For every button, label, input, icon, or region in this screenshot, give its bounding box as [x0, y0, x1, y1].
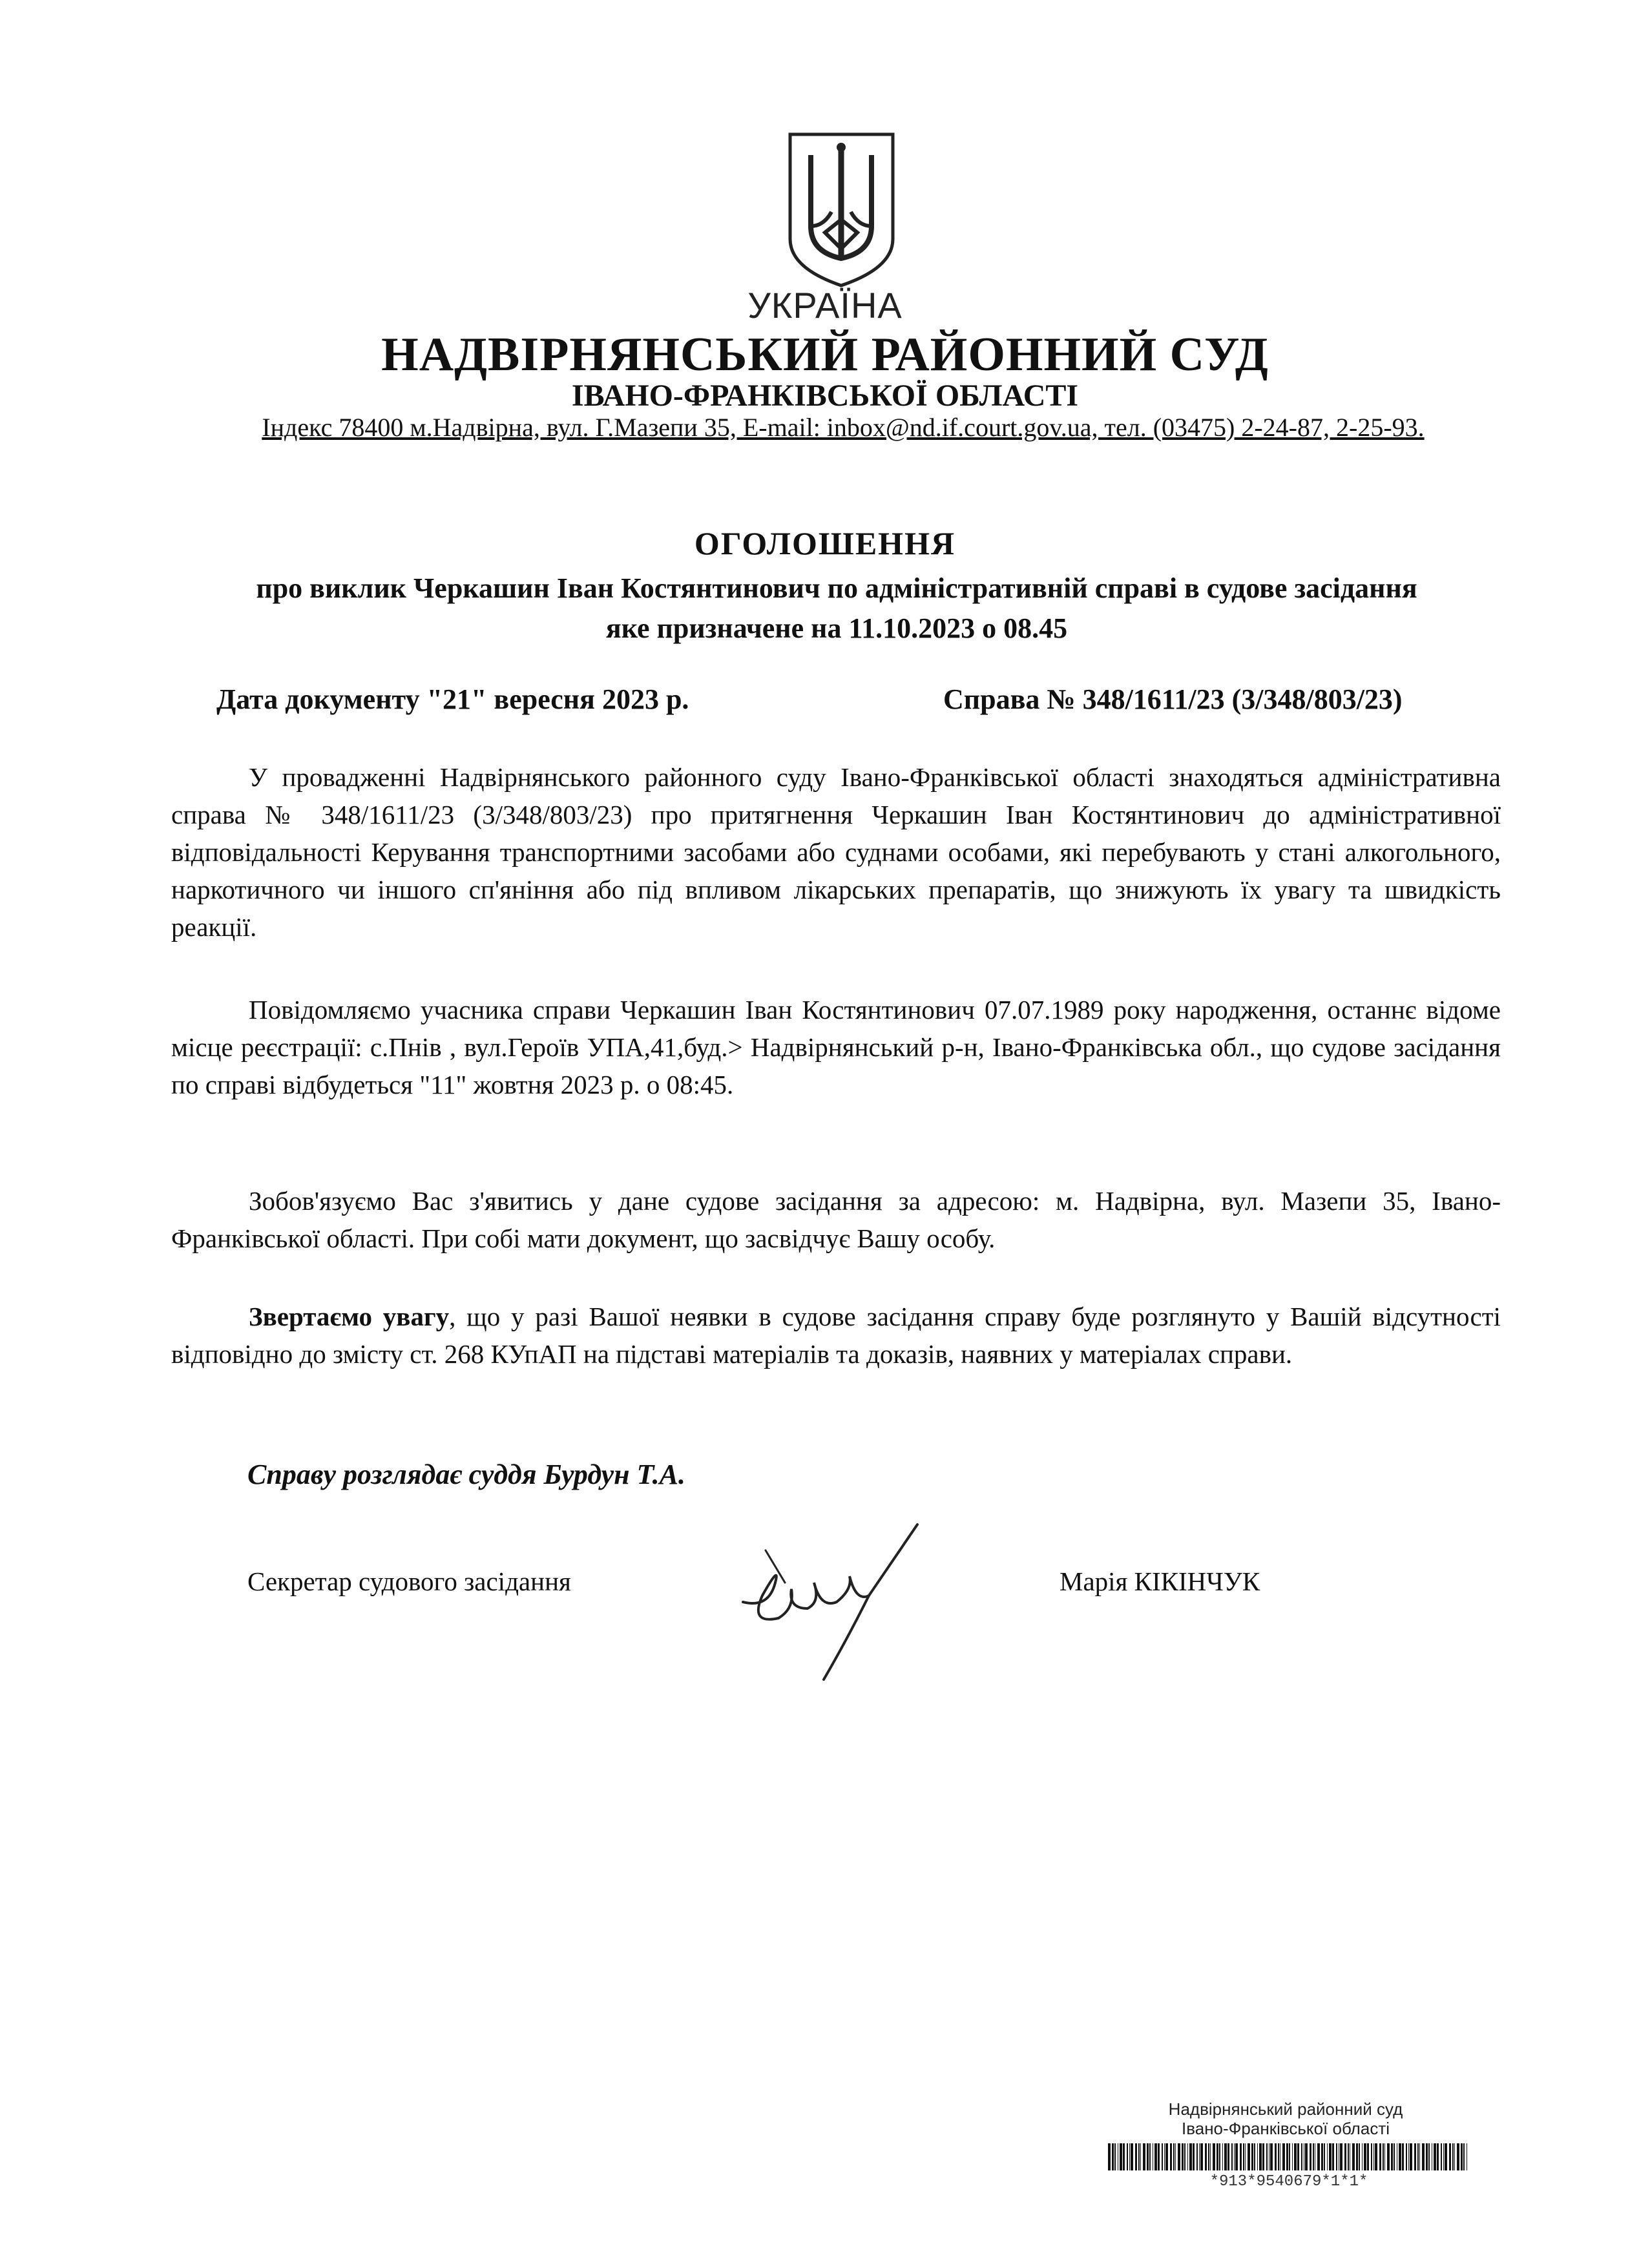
paragraph-warning — [171, 1298, 1501, 1373]
warning-text: , що у разі Вашої неявки в судове засідання справу буде розглянуто у Вашій відсутності відповідно до змісту ст. 268 КУпАП на підставі матеріалів та доказів, наявних у матеріалах справи. — [171, 1302, 1501, 1369]
country-name: УКРАЇНА — [747, 285, 903, 326]
barcode-bar — [1294, 2143, 1297, 2170]
barcode-bar — [1383, 2143, 1384, 2170]
barcode-bar — [1187, 2143, 1188, 2170]
barcode-bar — [1332, 2143, 1334, 2170]
barcode-bar — [1278, 2143, 1279, 2170]
barcode-bar — [1457, 2143, 1459, 2170]
barcode-bar — [1414, 2143, 1416, 2170]
document-date: Дата документу "21" вересня 2023 р. — [216, 683, 689, 715]
barcode-bar — [1259, 2143, 1262, 2170]
barcode-bar — [1149, 2143, 1151, 2170]
case-number: Справа № 348/1611/23 (3/348/803/23) — [943, 683, 1403, 715]
court-name: НАДВІРНЯНСЬКИЙ РАЙОННИЙ СУД — [381, 328, 1269, 381]
barcode-bar — [1408, 2143, 1409, 2170]
barcode-bar — [1352, 2143, 1355, 2170]
barcode-bar — [1292, 2143, 1293, 2170]
notice-title: ОГОЛОШЕННЯ — [694, 525, 956, 561]
barcode-bar — [1147, 2143, 1149, 2170]
barcode-bar — [1165, 2143, 1168, 2170]
barcode-bar — [1375, 2143, 1377, 2170]
barcode-bar — [1222, 2143, 1223, 2170]
barcode-bar — [1286, 2143, 1288, 2170]
barcode-bar — [1417, 2143, 1419, 2170]
paragraph-notification: Повідомляємо учасника справи Черкашин Іван Костянтинович 07.07.1989 року народження, останнє відоме місце реєстрації: с.Пнів , вул.Героїв УПА,41,буд.> Надвірнянський р-н, Івано-Франківська обл., що судове засідання по справі відбудеться "11" жовтня 2023 р. о 08:45. — [171, 995, 1501, 1099]
barcode-bar — [1289, 2143, 1290, 2170]
barcode-bar — [1245, 2143, 1246, 2170]
barcode-bar — [1340, 2143, 1342, 2170]
barcode-bar — [1210, 2143, 1211, 2170]
barcode-bar — [1461, 2143, 1463, 2170]
barcode-bar — [1199, 2143, 1200, 2170]
barcode-bar — [1270, 2143, 1273, 2170]
notice-subtitle-line-1: про виклик Черкашин Іван Костянтинович по адміністративній справі в судове засідання — [256, 572, 1417, 604]
barcode-bar — [1445, 2143, 1447, 2170]
court-region: ІВАНО-ФРАНКІВСЬКОЇ ОБЛАСТІ — [571, 379, 1079, 413]
warning-emphasis: Звертаємо увагу — [249, 1302, 450, 1331]
barcode-bar — [1240, 2143, 1242, 2170]
barcode-bar — [1329, 2143, 1331, 2170]
barcode-bar — [1120, 2143, 1122, 2170]
barcode-bar — [1275, 2143, 1277, 2170]
barcode-bar — [1184, 2143, 1185, 2170]
barcode-bar — [1131, 2143, 1133, 2170]
barcode-bar — [1348, 2143, 1349, 2170]
barcode-bar — [1123, 2143, 1125, 2170]
barcode-bar — [1231, 2143, 1233, 2170]
barcode-bar — [1441, 2143, 1442, 2170]
judge-line: Справу розглядає суддя Бурдун Т.А. — [247, 1459, 685, 1490]
barcode-bar — [1379, 2143, 1381, 2170]
barcode-bar — [1170, 2143, 1172, 2170]
barcode-bar — [1317, 2143, 1320, 2170]
barcode-bar — [1371, 2143, 1372, 2170]
barcode-bar — [1394, 2143, 1395, 2170]
barcode-bar — [1248, 2143, 1250, 2170]
barcode-bar — [1200, 2143, 1203, 2170]
barcode-bar — [1173, 2143, 1175, 2170]
barcode-bar — [1364, 2143, 1366, 2170]
barcode-bar — [1336, 2143, 1337, 2170]
barcode-bar — [1359, 2143, 1360, 2170]
barcode-bar — [1140, 2143, 1141, 2170]
barcode-bar — [1373, 2143, 1374, 2170]
barcode-bar — [1227, 2143, 1229, 2170]
barcode-bar — [1437, 2143, 1439, 2170]
barcode-bar — [1297, 2143, 1299, 2170]
barcode-bar — [1321, 2143, 1323, 2170]
court-stamp — [1098, 2099, 1473, 2138]
barcode-bar — [1175, 2143, 1176, 2170]
paragraph-obligation: Зобов'язуємо Вас з'явитись у дане судове засідання за адресою: м. Надвірна, вул. Мазепи 35, Івано-Франківської області. При собі мати документ, що засвідчує Вашу особу. — [171, 1186, 1501, 1253]
barcode-bar — [1205, 2143, 1207, 2170]
barcode-bar — [1449, 2143, 1451, 2170]
barcode-bar — [1135, 2143, 1137, 2170]
barcode-bar — [1282, 2143, 1285, 2170]
barcode-bar — [1454, 2143, 1455, 2170]
court-address: Індекс 78400 м.Надвірна, вул. Г.Мазепи 35, E-mail: inbox@nd.if.court.gov.ua, тел. (03475) 2-24-87, 2-25-93. — [262, 413, 1425, 442]
barcode-bar — [1428, 2143, 1430, 2170]
barcode-bar — [1266, 2143, 1268, 2170]
barcode-bar — [1164, 2143, 1165, 2170]
barcode-bar — [1114, 2143, 1116, 2170]
barcode-bar — [1182, 2143, 1184, 2170]
barcode-bar — [1310, 2143, 1311, 2170]
barcode-bar — [1384, 2143, 1385, 2170]
barcode-bar — [1406, 2143, 1407, 2170]
barcode-bar — [1178, 2143, 1180, 2170]
barcode-bar — [1391, 2143, 1393, 2170]
barcode-bar — [1301, 2143, 1302, 2170]
barcode-bar — [1158, 2143, 1160, 2170]
barcode-bar — [1262, 2143, 1264, 2170]
notice-subtitle — [162, 568, 1512, 649]
barcode-bar — [1324, 2143, 1325, 2170]
barcode-bar — [1213, 2143, 1215, 2170]
barcode-bar — [1327, 2143, 1328, 2170]
barcode-bar — [1143, 2143, 1145, 2170]
barcode-bar — [1422, 2143, 1425, 2170]
barcode-number: *913*9540679*1*1* — [1209, 2173, 1368, 2190]
barcode-bar — [1426, 2143, 1428, 2170]
handwritten-signature — [724, 1512, 937, 1692]
barcode-bar — [1234, 2143, 1235, 2170]
secretary-name: Марія КІКІНЧУК — [1060, 1566, 1260, 1596]
barcode-bar — [1313, 2143, 1314, 2170]
notice-subtitle-line-2: яке призначене на 11.10.2023 о 08.45 — [605, 612, 1068, 644]
barcode-bar — [1243, 2143, 1244, 2170]
barcode-bar — [1257, 2143, 1258, 2170]
barcode-bar — [1108, 2143, 1111, 2170]
barcode-bar — [1387, 2143, 1390, 2170]
paragraph-proceedings: У провадженні Надвірнянського районного суду Івано-Франківської області знаходяться адміністративна справа № 348/1611/23 (3/348/803/23) про притягнення Черкашин Іван Костянтинович до адміністративної відповідальності Керування транспортними засобами або суднами особами, які перебувають у стані алкогольного, наркотичного чи іншого сп'яніння або під впливом лікарських препаратів, що знижують їх увагу та швидкість реакції. — [171, 762, 1501, 942]
barcode-bar — [1399, 2143, 1401, 2170]
barcode-bar — [1452, 2143, 1454, 2170]
barcode-bar — [1193, 2143, 1195, 2170]
barcode-bar — [1402, 2143, 1404, 2170]
stamp-region: Івано-Франківської області — [1181, 2119, 1390, 2138]
barcode-bar — [1443, 2143, 1444, 2170]
barcode-bar — [1367, 2143, 1369, 2170]
barcode-bar — [1196, 2143, 1198, 2170]
barcode-bar — [1410, 2143, 1412, 2170]
barcode-bar — [1305, 2143, 1308, 2170]
barcode — [1108, 2143, 1470, 2170]
secretary-label: Секретар судового засідання — [247, 1566, 571, 1596]
barcode-bar — [1434, 2143, 1436, 2170]
barcode-bar — [1251, 2143, 1253, 2170]
stamp-court-name: Надвірнянський районний суд — [1168, 2099, 1403, 2119]
barcode-bar — [1208, 2143, 1209, 2170]
barcode-bar — [1189, 2143, 1192, 2170]
barcode-bar — [1112, 2143, 1114, 2170]
barcode-bar — [1217, 2143, 1218, 2170]
barcode-bar — [1235, 2143, 1238, 2170]
barcode-bar — [1419, 2143, 1420, 2170]
barcode-bar — [1463, 2143, 1465, 2170]
barcode-bar — [1356, 2143, 1358, 2170]
barcode-bar — [1254, 2143, 1255, 2170]
barcode-bar — [1129, 2143, 1130, 2170]
barcode-bar — [1154, 2143, 1157, 2170]
barcode-bar — [1219, 2143, 1220, 2170]
barcode-bar — [1362, 2143, 1363, 2170]
barcode-bar — [1127, 2143, 1128, 2170]
barcode-bar — [1224, 2143, 1227, 2170]
barcode-bar — [1162, 2143, 1163, 2170]
barcode-bar — [1138, 2143, 1140, 2170]
barcode-bar — [1344, 2143, 1346, 2170]
trident-emblem-icon — [785, 129, 898, 291]
